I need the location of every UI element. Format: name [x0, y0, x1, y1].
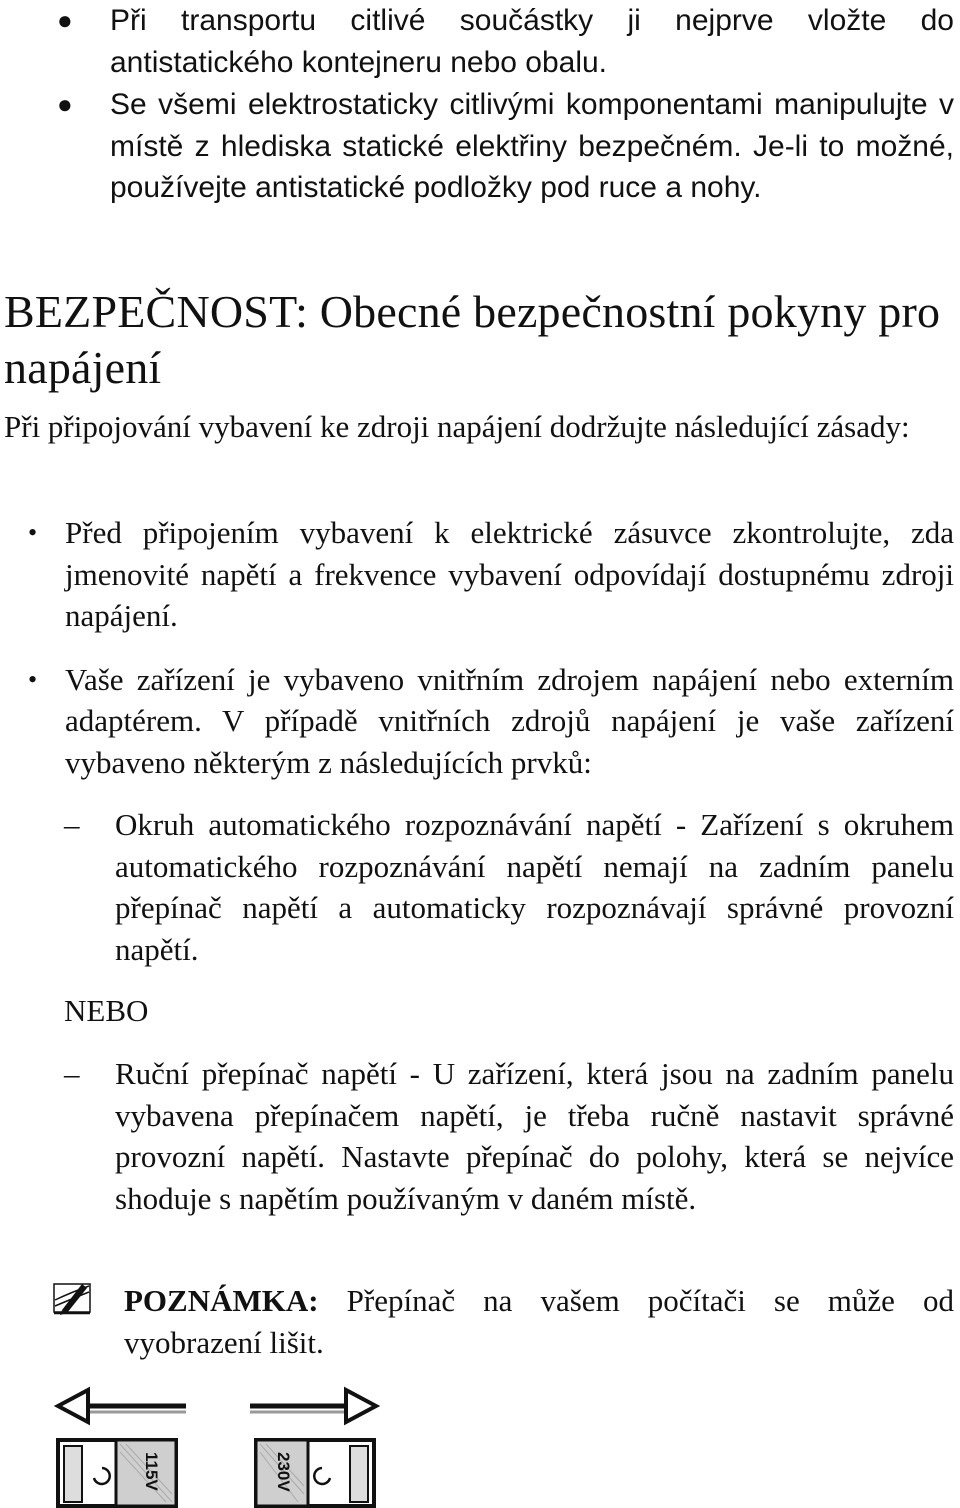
arrow-right-icon [250, 1390, 376, 1422]
list-item: • Vaše zařízení je vybaveno vnitřním zdrojem napájení nebo externím adaptérem. V případě vnitřních zdrojů napájení je vaše zařízení vybaveno některým z následujících prvků: [28, 661, 954, 780]
note-body: Přepínač na vašem počítači se může od vyobrazení lišit. [124, 1283, 954, 1360]
switch-label-115v: 115V [142, 1452, 161, 1491]
voltage-switch-illustration [50, 1382, 390, 1508]
pencil-note-icon [52, 1280, 92, 1316]
or-separator: NEBO [64, 993, 149, 1028]
sub-list-first [0, 804, 960, 970]
power-bullet-list [0, 512, 960, 783]
sub-list-item-text: Ruční přepínač napětí - U zařízení, která jsou na zadním panelu vybavena přepínačem napětí, je třeba ručně nastavit správné provozní napětí. Nastavte přepínač do polohy, která se nejvíce shoduje s napětím používaným v daném místě. [115, 1056, 954, 1216]
switch-label-230v: 230V [274, 1452, 293, 1492]
note-label: POZNÁMKA: [124, 1283, 319, 1318]
list-item-text: Při transportu citlivé součástky ji nejprve vložte do antistatického kontejneru nebo obalu. [110, 4, 954, 79]
sub-list-item-text: Okruh automatického rozpoznávání napětí - Zařízení s okruhem automatického rozpoznávání napětí nemají na zadním panelu přepínač napětí a automaticky rozpoznávají správné provozní napětí. [115, 807, 954, 967]
section-heading: BEZPEČNOST: Obecné bezpečnostní pokyny pro napájení [4, 286, 941, 393]
switch-230v [256, 1440, 374, 1506]
intro-paragraph: Při připojování vybavení ke zdroji napájení dodržujte následující zásady: [4, 409, 910, 444]
arrow-left-icon [58, 1390, 186, 1422]
sub-list-item: – Ruční přepínač napětí - U zařízení, která jsou na zadním panelu vybavena přepínačem napětí, je třeba ručně nastavit správné provozní napětí. Nastavte přepínač do polohy, která se nejvíce shoduje s napětím používaným v daném místě. [64, 1056, 954, 1216]
list-item-text: Se všemi elektrostaticky citlivými komponentami manipulujte v místě z hlediska statické elektřiny bezpečném. Je-li to možné, používejte antistatické podložky pod ruce a nohy. [110, 88, 954, 204]
sub-list-item: – Okruh automatického rozpoznávání napětí - Zařízení s okruhem automatického rozpoznávání napětí nemají na zadním panelu přepínač napětí a automaticky rozpoznávají správné provozní napětí. [64, 807, 954, 967]
sub-list-second [0, 1053, 960, 1219]
list-item: ● Se všemi elektrostaticky citlivými komponentami manipulujte v místě z hlediska statické elektřiny bezpečném. Je-li to možné, používejte antistatické podložky pod ruce a nohy. [57, 88, 954, 204]
list-item-text: Před připojením vybavení k elektrické zásuvce zkontrolujte, zda jmenovité napětí a frekvence vybavení odpovídají dostupnému zdroji napájení. [65, 515, 954, 633]
note-text [124, 1280, 954, 1363]
top-bullet-list [0, 0, 960, 209]
list-item: • Před připojením vybavení k elektrické zásuvce zkontrolujte, zda jmenovité napětí a frekvence vybavení odpovídají dostupnému zdroji napájení. [28, 515, 954, 633]
list-item: ● Při transportu citlivé součástky ji nejprve vložte do antistatického kontejneru nebo obalu. [57, 4, 954, 79]
list-item-text: Vaše zařízení je vybaveno vnitřním zdrojem napájení nebo externím adaptérem. V případě vnitřních zdrojů napájení je vaše zařízení vybaveno některým z následujících prvků: [65, 661, 954, 780]
